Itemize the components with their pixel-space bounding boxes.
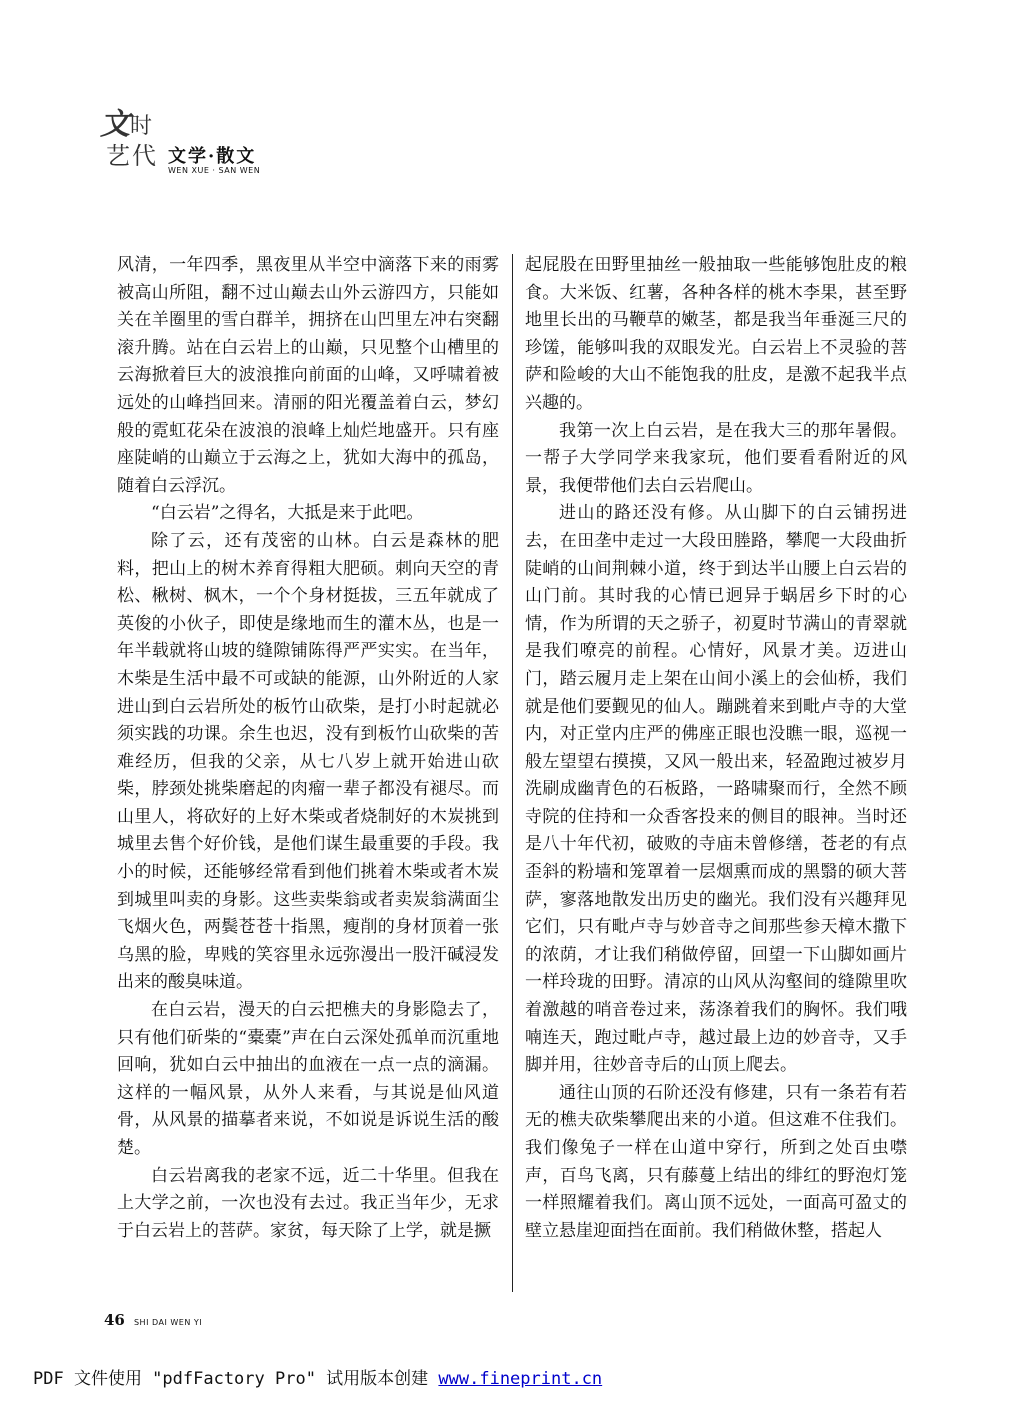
magazine-logo [100, 107, 162, 174]
magazine-header [100, 107, 400, 180]
page-number: 46 [104, 1311, 125, 1329]
logo-char-yi: 艺 [106, 142, 130, 170]
article-left-column [117, 252, 499, 1245]
paragraph: 进山的路还没有修。从山脚下的白云铺拐进去，在田垄中走过一大段田塍路，攀爬一大段曲折陡峭的山间荆棘小道，终于到达半山腰上白云岩的山门前。其时我的心情已迥异于蜗居乡下时的心情，作为所谓的天之骄子，初夏时节满山的青翠就是我们嘹亮的前程。心情好，风景才美。迈进山门，踏云履月走上架在山间小溪上的会仙桥，我们就是他们要觐见的仙人。蹦跳着来到毗卢寺的大堂内，对正堂内庄严的佛座正眼也没瞧一眼，巡视一般左望望右摸摸，又风一般出来，轻盈跑过被岁月洗刷成幽青色的石板路，一路啸聚而行，全然不顾寺院的住持和一众香客投来的侧目的眼神。当时还是八十年代初，破败的寺庙未曾修缮，苍老的有点歪斜的粉墙和笼罩着一层烟熏而成的黑翳的硕大菩萨，寥落地散发出历史的幽光。我们没有兴趣拜见它们，只有毗卢寺与妙音寺之间那些参天樟木撒下的浓荫，才让我们稍做停留，回望一下山脚如画片一样玲珑的田野。清凉的山风从沟壑间的缝隙里吹着激越的哨音卷过来，荡涤着我们的胸怀。我们哦喃连天，跑过毗卢寺，越过最上边的妙音寺，又手脚并用，往妙音寺后的山顶上爬去。 [525, 503, 907, 1076]
watermark-text: PDF 文件使用 "pdfFactory Pro" 试用版本创建 [33, 1369, 439, 1389]
paragraph: 风清，一年四季，黑夜里从半空中滴落下来的雨雾被高山所阻，翻不过山巅去山外云游四方，只能如关在羊圈里的雪白群羊，拥挤在山凹里左冲右突翻滚升腾。站在白云岩上的山巅，只见整个山槽里的云海掀着巨大的波浪推向前面的山峰，又呼啸着被远处的山峰挡回来。清丽的阳光覆盖着白云，梦幻般的霓虹花朵在波浪的浪峰上灿烂地盛开。只有座座陡峭的山巅立于云海之上，犹如大海中的孤岛，随着白云浮沉。 [117, 255, 499, 496]
watermark-link[interactable]: www.fineprint.cn [438, 1369, 603, 1389]
magazine-name: SHI DAI WEN YI [133, 1318, 203, 1327]
paragraph: 白云岩离我的老家不远，近二十华里。但我在上大学之前，一次也没有去过。我正当年少，无求于白云岩上的菩萨。家贫，每天除了上学，就是撅 [117, 1165, 499, 1241]
logo-char-dai: 代 [132, 142, 156, 170]
paragraph: 在白云岩，漫天的白云把樵夫的身影隐去了，只有他们斫柴的“橐橐”声在白云深处孤单而沉重地回响，犹如白云中抽出的血液在一点一点的滴漏。这样的一幅风景，从外人来看，与其说是仙风道骨，从风景的描摹者来说，不如说是诉说生活的酸楚。 [117, 1000, 499, 1158]
page-footer [104, 1310, 202, 1329]
column-divider [512, 254, 513, 1292]
section-subtitle: WEN XUE · SAN WEN [168, 166, 261, 175]
paragraph: 起屁股在田野里抽丝一般抽取一些能够饱肚皮的粮食。大米饭、红薯，各种各样的桃木李果，甚至野地里长出的马鞭草的嫩茎，都是我当年垂涎三尺的珍馐，能够叫我的双眼发光。白云岩上不灵验的菩萨和险峻的大山不能饱我的肚皮，是激不起我半点兴趣的。 [525, 255, 907, 413]
paragraph: 除了云，还有茂密的山林。白云是森林的肥料，把山上的树木养育得粗大肥硕。刺向天空的青松、楸树、枫木，一个个身材挺拔，三五年就成了英俊的小伙子，即使是缘地而生的灌木丛，也是一年半载就将山坡的缝隙铺陈得严严实实。在当年，木柴是生活中最不可或缺的能源，山外附近的人家进山到白云岩所处的板竹山砍柴，是打小时起就必须实践的功课。余生也迟，没有到板竹山砍柴的苦难经历，但我的父亲，从七八岁上就开始进山砍柴，脖颈处挑柴磨起的肉瘤一辈子都没有褪尽。而山里人，将砍好的上好木柴或者烧制好的木炭挑到城里去售个好价钱，是他们谋生最重要的手段。我小的时候，还能够经常看到他们挑着木柴或者木炭到城里叫卖的身影。这些卖柴翁或者卖炭翁满面尘飞烟火色，两鬓苍苍十指黑，瘦削的身材顶着一张乌黑的脸，卑贱的笑容里永远弥漫出一股汗碱浸发出来的酸臭味道。 [117, 530, 499, 993]
article-right-column [525, 252, 907, 1245]
logo-char-shi: 时 [130, 114, 153, 139]
paragraph: 通往山顶的石阶还没有修建，只有一条若有若无的樵夫砍柴攀爬出来的小道。但这难不住我们。我们像兔子一样在山道中穿行，所到之处百虫噤声，百鸟飞离，只有藤蔓上结出的绯红的野泡灯笼一样照耀着我们。离山顶不远处，一面高可盈丈的壁立悬崖迎面挡在面前。我们稍做休整，搭起人 [525, 1082, 907, 1241]
logo-char-wen: 文 [100, 107, 130, 142]
section-title: 文学·散文 [168, 146, 257, 167]
paragraph: 我第一次上白云岩，是在我大三的那年暑假。一帮子大学同学来我家玩，他们要看看附近的风景，我便带他们去白云岩爬山。 [525, 420, 907, 496]
pdf-watermark [33, 1364, 602, 1389]
paragraph: “白云岩”之得名，大抵是来于此吧。 [151, 503, 424, 524]
